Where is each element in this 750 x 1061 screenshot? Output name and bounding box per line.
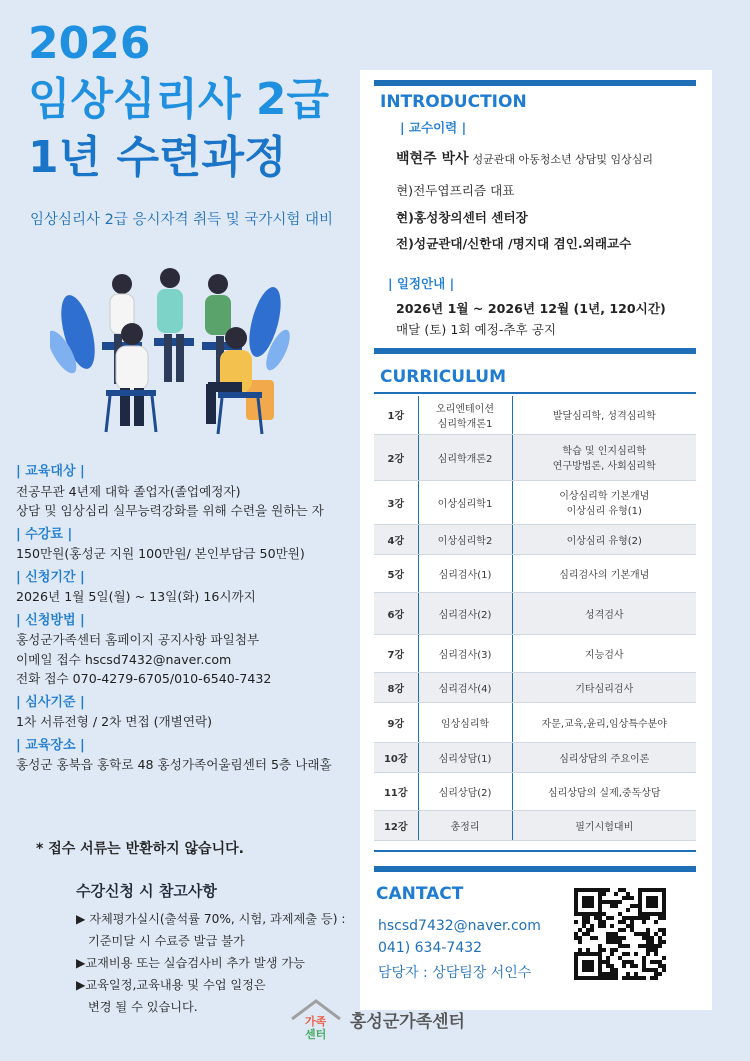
contact-person: 담당자 : 상담팀장 서인수 [378, 965, 532, 981]
screening-text: 1차 서류전형 / 2차 면접 (개별연락) [16, 714, 213, 729]
introduction-heading: INTRODUCTION [380, 92, 527, 112]
schedule-line-2: 매달 (토) 1회 예정-추후 공지 [396, 322, 557, 337]
divider [374, 392, 696, 394]
curriculum-no: 10강 [374, 742, 418, 772]
contact-heading: CANTACT [376, 884, 464, 904]
curriculum-course: 심리상담(2) [418, 772, 512, 810]
professor-name-line [396, 148, 653, 168]
title-duration: 1년 수련과정 [28, 132, 287, 183]
curriculum-table [374, 396, 696, 841]
curriculum-content: 필기시험대비 [512, 810, 696, 840]
curriculum-row [374, 672, 696, 702]
contact-phone: 041) 634-7432 [378, 940, 483, 956]
curriculum-no: 2강 [374, 434, 418, 480]
curriculum-course: 임상심리학 [418, 702, 512, 742]
curriculum-row [374, 480, 696, 524]
place-heading: | 교육장소 | [16, 737, 85, 753]
career-line-3: 전)성균관대/신한대 /명지대 겸인.외래교수 [396, 236, 632, 251]
logo-mark-top: 가족 [305, 1015, 327, 1028]
curriculum-content: 심리검사의 기본개념 [512, 554, 696, 592]
period-heading: | 신청기간 | [16, 569, 85, 585]
curriculum-course: 이상심리학2 [418, 524, 512, 554]
curriculum-course: 심리상담(1) [418, 742, 512, 772]
curriculum-content: 심리상담의 주요이론 [512, 742, 696, 772]
contact-email: hscsd7432@naver.com [378, 918, 541, 934]
professor-label: | 교수이력 | [400, 120, 467, 135]
curriculum-course: 심리검사(2) [418, 592, 512, 634]
divider [374, 866, 696, 872]
curriculum-row [374, 592, 696, 634]
curriculum-course: 심리검사(4) [418, 672, 512, 702]
documents-notice: * 접수 서류는 반환하지 않습니다. [36, 841, 244, 857]
qr-code[interactable] [574, 888, 666, 980]
curriculum-content: 자문,교육,윤리,임상특수분야 [512, 702, 696, 742]
reference-item-2: ▶교재비용 또는 실습검사비 추가 발생 가능 [76, 956, 305, 970]
curriculum-content: 이상심리학 기본개념 이상심리 유형(1) [512, 480, 696, 524]
curriculum-row [374, 524, 696, 554]
schedule-label: | 일정안내 | [388, 276, 455, 291]
curriculum-no: 11강 [374, 772, 418, 810]
method-line-1: 홍성군가족센터 홈페이지 공지사항 파일첨부 [16, 632, 260, 647]
curriculum-no: 4강 [374, 524, 418, 554]
divider [374, 348, 696, 354]
title-year: 2026 [28, 18, 151, 69]
curriculum-row [374, 396, 696, 434]
reference-item-1-cont: 기준미달 시 수료증 발급 불가 [88, 934, 245, 948]
target-heading: | 교육대상 | [16, 464, 85, 479]
curriculum-no: 12강 [374, 810, 418, 840]
curriculum-no: 8강 [374, 672, 418, 702]
curriculum-course: 심리검사(1) [418, 554, 512, 592]
curriculum-row [374, 434, 696, 480]
group-counseling-illustration [50, 262, 290, 442]
method-line-2: 이메일 접수 hscsd7432@naver.com [16, 651, 232, 667]
curriculum-no: 6강 [374, 592, 418, 634]
program-info [16, 458, 346, 775]
curriculum-row [374, 702, 696, 742]
curriculum-course: 오리엔테이션 심리학개론1 [418, 396, 512, 434]
curriculum-heading: CURRICULUM [380, 367, 507, 387]
curriculum-row [374, 634, 696, 672]
divider [374, 850, 696, 852]
curriculum-no: 9강 [374, 702, 418, 742]
subtitle: 임상심리사 2급 응시자격 취득 및 국가시험 대비 [30, 212, 334, 228]
reference-item-3: ▶교육일정,교육내용 및 수업 일정은 [76, 978, 266, 992]
title-course: 임상심리사 2급 [28, 74, 329, 125]
reference-title: 수강신청 시 참고사항 [76, 882, 217, 900]
curriculum-no: 1강 [374, 396, 418, 434]
professor-name: 백현주 박사 [396, 151, 469, 167]
curriculum-row [374, 810, 696, 840]
curriculum-content: 학습 및 인지심리학 연구방법론, 사회심리학 [512, 434, 696, 480]
curriculum-course: 심리학개론2 [418, 434, 512, 480]
method-line-3: 전화 접수 070-4279-6705/010-6540-7432 [16, 671, 272, 686]
schedule-line-1: 2026년 1월 ~ 2026년 12월 (1년, 120시간) [396, 301, 666, 316]
curriculum-row [374, 772, 696, 810]
center-name: 홍성군가족센터 [350, 1012, 465, 1032]
screening-heading: | 심사기준 | [16, 694, 85, 710]
curriculum-content: 이상심리 유형(2) [512, 524, 696, 554]
curriculum-row [374, 742, 696, 772]
target-line-2: 상담 및 임상심리 실무능력강화를 위해 수련을 원하는 자 [16, 503, 324, 518]
curriculum-content: 심리상담의 실제,중독상담 [512, 772, 696, 810]
curriculum-no: 5강 [374, 554, 418, 592]
curriculum-no: 7강 [374, 634, 418, 672]
fee-heading: | 수강료 | [16, 526, 73, 542]
curriculum-content: 기타심리검사 [512, 672, 696, 702]
place-text: 홍성군 홍북읍 홍학로 48 홍성가족어울림센터 5층 나래홀 [16, 757, 332, 772]
info-panel [360, 70, 712, 1010]
professor-desc: 성균관대 아동청소년 상담및 임상심리 [472, 153, 654, 166]
curriculum-course: 심리검사(3) [418, 634, 512, 672]
curriculum-row [374, 554, 696, 592]
reference-item-3-cont: 변경 될 수 있습니다. [88, 1000, 198, 1014]
career-line-2: 현)홍성창의센터 센터장 [396, 210, 528, 225]
target-line-1: 전공무관 4년제 대학 졸업자(졸업예정자) [16, 483, 241, 499]
curriculum-course: 총정리 [418, 810, 512, 840]
curriculum-course: 이상심리학1 [418, 480, 512, 524]
method-heading: | 신청방법 | [16, 612, 85, 628]
curriculum-content: 발달심리학, 성격심리학 [512, 396, 696, 434]
career-line-1: 현)전두엽프리즘 대표 [396, 183, 515, 198]
curriculum-content: 지능검사 [512, 634, 696, 672]
curriculum-no: 3강 [374, 480, 418, 524]
period-text: 2026년 1월 5일(월) ~ 13일(화) 16시까지 [16, 589, 256, 604]
house-icon [288, 997, 344, 1041]
divider [374, 80, 696, 86]
fee-text: 150만원(홍성군 지원 100만원/ 본인부담금 50만원) [16, 546, 305, 561]
page-title [28, 18, 329, 183]
logo-mark-bottom: 센터 [305, 1028, 327, 1041]
curriculum-content: 성격검사 [512, 592, 696, 634]
reference-item-1: ▶ 자체평가실시(출석률 70%, 시험, 과제제출 등) : [76, 912, 346, 926]
